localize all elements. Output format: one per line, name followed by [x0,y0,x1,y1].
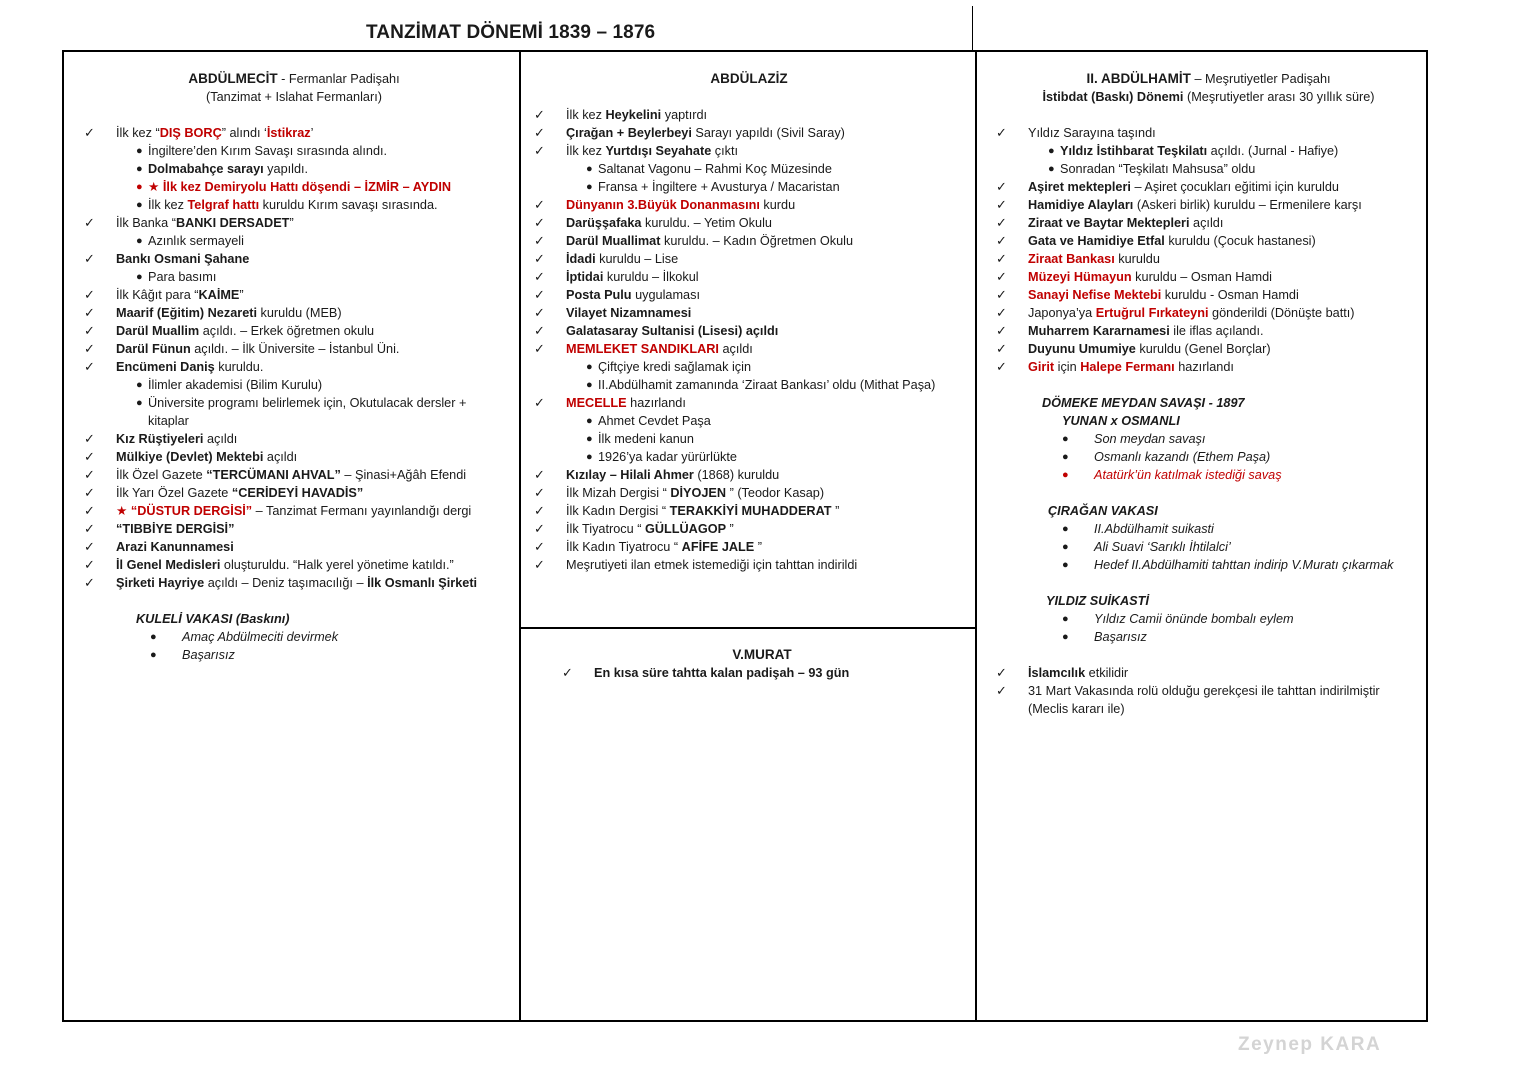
bullet-icon: ● [1062,451,1069,463]
list-item: ✓ İlk Banka “BANKI DERSADET” [84,215,294,230]
list-item: ✓ MEMLEKET SANDIKLARI açıldı [534,341,753,356]
sub-item: ● İngiltere’den Kırım Savaşı sırasında alındı. [136,144,388,158]
check-icon: ✓ [84,575,95,590]
bullet-icon: ● [1062,559,1069,571]
bullet-icon: ● [1062,433,1069,445]
list-item: ✓ İlk Tiyatrocu “ GÜLLÜAGOP ” [534,521,734,536]
column-heading [84,70,504,106]
list-item: ✓ Sanayi Nefise Mektebi kuruldu - Osman Hamdi [996,287,1299,302]
top-divider [972,6,973,52]
sultan-subtitle: (Tanzimat + Islahat Fermanları) [206,90,382,104]
bullet-icon: ● [136,271,143,283]
bullet-icon: ● [1048,145,1055,157]
bullet-icon: ● [136,235,143,247]
check-icon: ✓ [84,215,95,230]
list-item: ✓ MECELLE hazırlandı [534,395,686,410]
check-icon: ✓ [534,305,545,320]
column-heading: II. ABDÜLHAMİT – Meşrutiyetler Padişahı İstibdat (Baskı) Dönemi (Meşrutiyetler arası 30 yıllık süre) [1042,71,1375,104]
section-subtitle: YUNAN x OSMANLI [1062,414,1180,428]
check-icon: ✓ [996,287,1007,302]
sub-item: ● Başarısız [1062,630,1147,644]
list-item: ✓ Darül Muallim açıldı. – Erkek öğretmen okulu [84,323,375,338]
check-icon: ✓ [534,539,545,554]
list-item: ✓ Şirketi Hayriye açıldı – Deniz taşımacılığı – İlk Osmanlı Şirketi [84,575,478,590]
list-item: ✓ Müzeyi Hümayun kuruldu – Osman Hamdi [996,269,1272,284]
column-divider-2 [975,52,977,1020]
check-icon: ✓ [84,125,95,140]
sub-item: ● Fransa + İngiltere + Avusturya / Macaristan [586,180,840,194]
bullet-icon: ● [136,181,143,193]
column-abdulaziz [534,70,964,574]
check-icon: ✓ [534,197,545,212]
check-icon: ✓ [84,431,95,446]
sub-item: ● Dolmabahçe sarayı yapıldı. [136,162,309,176]
check-icon: ✓ [84,521,95,536]
bullet-icon: ● [136,397,143,409]
list-item: ✓ Gata ve Hamidiye Etfal kuruldu (Çocuk hastanesi) [996,233,1316,248]
list-item: ✓ Bankı Osmani Şahane [84,251,250,266]
check-icon: ✓ [534,395,545,410]
check-icon: ✓ [84,449,95,464]
sub-item: ● II.Abdülhamit zamanında ‘Ziraat Bankası’ oldu (Mithat Paşa) [586,378,936,392]
check-icon: ✓ [84,467,95,482]
list-item: ✓ İslamcılık etkilidir [996,665,1129,680]
sub-item: ● İlk kez Telgraf hattı kuruldu Kırım savaşı sırasında. [136,198,438,212]
check-icon: ✓ [562,665,573,680]
sub-item: ● Ahmet Cevdet Paşa [586,414,711,428]
list-item: ✓ İlk Kâğıt para “KAİME” [84,287,244,302]
sultan-name: II. ABDÜLHAMİT [1086,71,1191,86]
bullet-icon: ● [150,631,157,643]
sultan-name: ABDÜLMECİT [188,71,278,86]
check-icon: ✓ [534,215,545,230]
sub-item: ● İlimler akademisi (Bilim Kurulu) [136,378,323,392]
bullet-icon: ● [586,181,593,193]
list-item: ✓ Meşrutiyeti ilan etmek istemediği için tahttan indirildi [534,557,858,572]
list-item: ✓ İlk kez “DIŞ BORÇ” alındı ‘İstikraz’ [84,125,314,140]
section-title: DÖMEKE MEYDAN SAVAŞI - 1897 [1042,396,1245,410]
page-title: TANZİMAT DÖNEMİ 1839 – 1876 [366,22,656,43]
sultan-epithet: - Fermanlar Padişahı [277,72,400,86]
list-item: ✓ Maarif (Eğitim) Nezareti kuruldu (MEB) [84,305,342,320]
list-item: ✓ Yıldız Sarayına taşındı [996,125,1156,140]
check-icon: ✓ [84,305,95,320]
list-item: ✓ Hamidiye Alayları (Askeri birlik) kuruldu – Ermenilere karşı [996,197,1362,212]
sub-item: ● 1926’ya kadar yürürlükte [586,450,737,464]
star-icon: ★ [148,180,163,194]
check-icon: ✓ [534,143,545,158]
list-item: ✓ Girit için Halepe Fermanı hazırlandı [996,359,1234,374]
check-icon: ✓ [996,665,1007,680]
list-item: ✓ Ziraat ve Baytar Mektepleri açıldı [996,215,1224,230]
sub-item: ● Amaç Abdülmeciti devirmek [150,630,339,644]
sub-item: ● Yıldız Camii önünde bombalı eylem [1062,612,1294,626]
sub-item: ● Başarısız [150,648,235,662]
check-icon: ✓ [996,125,1007,140]
list-item: ✓ Japonya’ya Ertuğrul Fırkateyni gönderildi (Dönüşte battı) [996,305,1355,320]
check-icon: ✓ [534,503,545,518]
check-icon: ✓ [534,251,545,266]
check-icon: ✓ [996,179,1007,194]
bullet-icon: ● [586,361,593,373]
list-item: ✓ Darül Fünun açıldı. – İlk Üniversite – İstanbul Üni. [84,341,400,356]
list-item: ✓ Ziraat Bankası kuruldu [996,251,1160,266]
check-icon: ✓ [996,305,1007,320]
sub-item: ● Son meydan savaşı [1062,432,1206,446]
check-icon: ✓ [534,467,545,482]
bullet-icon: ● [1062,541,1069,553]
watermark: Zeynep KARA [1238,1034,1382,1055]
bullet-icon: ● [136,163,143,175]
section-title: ÇIRAĞAN VAKASI [1048,504,1158,518]
check-icon: ✓ [534,107,545,122]
column-abdulmecit [84,70,504,664]
list-item: ✓ İlk Özel Gazete “TERCÜMANI AHVAL” – Şinasi+Ağâh Efendi [84,467,467,482]
bullet-icon: ● [586,433,593,445]
sub-item: ● II.Abdülhamit suikasti [1062,522,1214,536]
list-item: ✓ Aşiret mektepleri – Aşiret çocukları eğitimi için kuruldu [996,179,1339,194]
row-divider [521,627,975,629]
check-icon: ✓ [84,359,95,374]
list-item: ✓ İlk kez Yurtdışı Seyahate çıktı [534,143,739,158]
list-item: ✓ Encümeni Daniş kuruldu. [84,359,264,374]
list-item: ✓ İlk Yarı Özel Gazete “CERİDEYİ HAVADİS” [84,485,364,500]
list-item: ✓ Çırağan + Beylerbeyi Sarayı yapıldı (Sivil Saray) [534,125,845,140]
sub-item: ● Azınlık sermayeli [136,234,244,248]
check-icon: ✓ [534,485,545,500]
sub-item: ● Ali Suavi ‘Sarıklı İhtilalci’ [1062,540,1231,554]
bullet-icon: ● [586,415,593,427]
bullet-icon: ● [586,451,593,463]
sub-item: ● ★ İlk kez Demiryolu Hattı döşendi – İZMİR – AYDIN [136,180,452,194]
sultan-subtitle: İstibdat (Baskı) Dönemi [1042,90,1184,104]
bullet-icon: ● [1062,523,1069,535]
check-icon: ✓ [996,233,1007,248]
column-heading [562,646,962,664]
bullet-icon: ● [586,163,593,175]
check-icon: ✓ [534,287,545,302]
list-item: ✓ En kısa süre tahtta kalan padişah – 93 gün [562,665,850,680]
bullet-icon: ● [136,199,143,211]
main-table [62,50,1428,1022]
column-v-murat [562,646,962,682]
list-item: ✓ 31 Mart Vakasında rolü olduğu gerekçesi ile tahttan indirilmiştir [996,683,1380,698]
bullet-icon: ● [136,379,143,391]
column-abdulhamit [996,70,1421,718]
check-icon: ✓ [84,287,95,302]
section-title: KULELİ VAKASI (Baskını) [136,612,290,626]
sub-item: ● Sonradan “Teşkilatı Mahsusa” oldu [1048,162,1256,176]
bullet-icon: ● [136,145,143,157]
sub-item: ● Üniversite programı belirlemek için, Okutulacak dersler + kitaplar [136,396,467,428]
list-item: ✓ Dünyanın 3.Büyük Donanmasını kurdu [534,197,796,212]
sub-item: ● Yıldız İstihbarat Teşkilatı açıldı. (Jurnal - Hafiye) [1048,144,1339,158]
check-icon: ✓ [996,251,1007,266]
check-icon: ✓ [534,125,545,140]
bullet-icon: ● [586,379,593,391]
check-icon: ✓ [996,197,1007,212]
sub-item: ● Çiftçiye kredi sağlamak için [586,360,752,374]
sultan-name: V.MURAT [732,647,792,662]
list-item: ✓ İlk Kadın Tiyatrocu “ AFİFE JALE ” [534,539,763,554]
check-icon: ✓ [84,557,95,572]
sub-item: ● Atatürk’ün katılmak istediği savaş [1062,468,1282,482]
check-icon: ✓ [84,503,95,518]
check-icon: ✓ [534,341,545,356]
list-item: ✓ Vilayet Nizamnamesi [534,305,692,320]
check-icon: ✓ [534,557,545,572]
list-item: ✓ ★ “DÜSTUR DERGİSİ” – Tanzimat Fermanı yayınlandığı dergi [84,503,472,518]
list-item: ✓ İptidai kuruldu – İlkokul [534,269,699,284]
list-item: ✓ “TIBBİYE DERGİSİ” [84,521,235,536]
column-divider-1 [519,52,521,1020]
sub-item: ● Hedef II.Abdülhamiti tahttan indirip V.Muratı çıkarmak [1062,558,1394,572]
bullet-icon: ● [150,649,157,661]
sultan-name: ABDÜLAZİZ [710,71,788,86]
check-icon: ✓ [996,269,1007,284]
bullet-icon: ● [1062,631,1069,643]
check-icon: ✓ [534,269,545,284]
bullet-icon: ● [1062,613,1069,625]
sultan-epithet: – Meşrutiyetler Padişahı [1190,72,1331,86]
check-icon: ✓ [84,323,95,338]
check-icon: ✓ [534,233,545,248]
star-icon: ★ [116,504,131,518]
sub-item: ● Saltanat Vagonu – Rahmi Koç Müzesinde [586,162,832,176]
list-item: ✓ İlk kez Heykelini yaptırdı [534,107,708,122]
check-icon: ✓ [996,323,1007,338]
section-title: YILDIZ SUİKASTİ [1046,594,1149,608]
check-icon: ✓ [534,323,545,338]
check-icon: ✓ [84,485,95,500]
check-icon: ✓ [996,215,1007,230]
list-item: ✓ İl Genel Medisleri oluşturuldu. “Halk yerel yönetime katıldı.” [84,557,454,572]
list-item: ✓ Muharrem Kararnamesi ile iflas açılandı. [996,323,1264,338]
list-item: ✓ Kızılay – Hilali Ahmer (1868) kuruldu [534,467,780,482]
list-item: ✓ Mülkiye (Devlet) Mektebi açıldı [84,449,298,464]
list-item: ✓ Darüşşafaka kuruldu. – Yetim Okulu [534,215,772,230]
list-item: ✓ Galatasaray Sultanisi (Lisesi) açıldı [534,323,779,338]
sub-item: ● Osmanlı kazandı (Ethem Paşa) [1062,450,1271,464]
list-item: ✓ Kız Rüştiyeleri açıldı [84,431,238,446]
check-icon: ✓ [84,341,95,356]
check-icon: ✓ [996,683,1007,698]
check-icon: ✓ [534,521,545,536]
sub-item: ● Para basımı [136,270,217,284]
list-item: ✓ Duyunu Umumiye kuruldu (Genel Borçlar) [996,341,1271,356]
column-heading [534,70,964,88]
check-icon: ✓ [84,539,95,554]
list-item: ✓ İlk Kadın Dergisi “ TERAKKİYİ MUHADDERAT ” [534,503,840,518]
bullet-icon: ● [1062,469,1069,481]
list-item: ✓ Arazi Kanunnamesi [84,539,234,554]
check-icon: ✓ [996,359,1007,374]
sub-item: ● İlk medeni kanun [586,432,694,446]
list-item: ✓ Darül Muallimat kuruldu. – Kadın Öğretmen Okulu [534,233,853,248]
list-item: ✓ İlk Mizah Dergisi “ DİYOJEN ” (Teodor Kasap) [534,485,825,500]
list-item: ✓ İdadi kuruldu – Lise [534,251,679,266]
list-item: ✓ Posta Pulu uygulaması [534,287,700,302]
bullet-icon: ● [1048,163,1055,175]
list-item-continuation: (Meclis kararı ile) [1028,702,1125,716]
check-icon: ✓ [84,251,95,266]
check-icon: ✓ [996,341,1007,356]
